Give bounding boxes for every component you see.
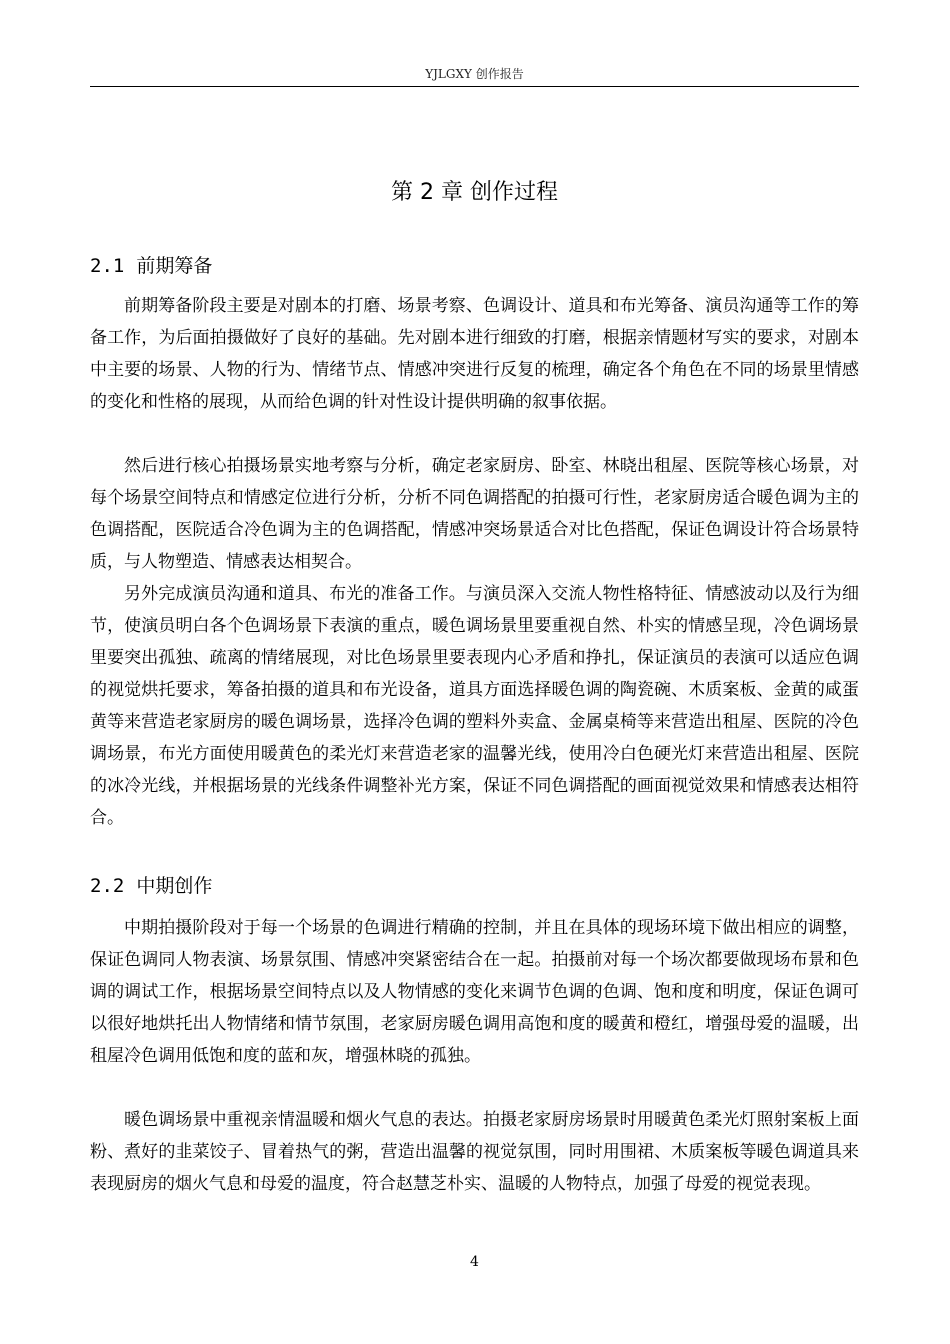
section-title: 前期筹备: [136, 255, 213, 277]
section-number: 2.2: [90, 875, 125, 897]
page-number: 4: [470, 1254, 479, 1270]
paragraph: 前期筹备阶段主要是对剧本的打磨、场景考察、色调设计、道具和布光筹备、演员沟通等工作的筹备工作，为后面拍摄做好了良好的基础。先对剧本进行细致的打磨，根据亲情题材写实的要求，对剧本中主要的场景、人物的行为、情绪节点、情感冲突进行反复的梳理，确定各个角色在不同的场景里情感的变化和性格的展现，从而给色调的针对性设计提供明确的叙事依据。: [90, 296, 859, 412]
section-number: 2.1: [90, 255, 125, 277]
paragraph: 中期拍摄阶段对于每一个场景的色调进行精确的控制，并且在具体的现场环境下做出相应的调整，保证色调同人物表演、场景氛围、情感冲突紧密结合在一起。拍摄前对每一个场次都要做现场布景和色调的调试工作，根据场景空间特点以及人物情感的变化来调节色调的色调、饱和度和明度，保证色调可以很好地烘托出人物情绪和情节氛围，老家厨房暖色调用高饱和度的暖黄和橙红，增强母爱的温暖，出租屋冷色调用低饱和度的蓝和灰，增强林晓的孤独。: [90, 918, 859, 1066]
section-heading-2-2: [90, 871, 212, 901]
paragraph: 另外完成演员沟通和道具、布光的准备工作。与演员深入交流人物性格特征、情感波动以及行为细节，使演员明白各个色调场景下表演的重点，暖色调场景里要重视自然、朴实的情感呈现，冷色调场景里要突出孤独、疏离的情绪展现，对比色场景里要表现内心矛盾和挣扎，保证演员的表演可以适应色调的视觉烘托要求，筹备拍摄的道具和布光设备，道具方面选择暖色调的陶瓷碗、木质案板、金黄的咸蛋黄等来营造老家厨房的暖色调场景，选择冷色调的塑料外卖盒、金属桌椅等来营造出租屋、医院的冷色调场景，布光方面使用暖黄色的柔光灯来营造老家的温馨光线，使用冷白色硬光灯来营造出租屋、医院的冰冷光线，并根据场景的光线条件调整补光方案，保证不同色调搭配的画面视觉效果和情感表达相符合。: [90, 584, 859, 828]
section-heading-2-1: [90, 251, 212, 281]
section-title: 中期创作: [136, 875, 213, 897]
running-header: YJLGXY 创作报告: [425, 67, 524, 81]
paragraph: 然后进行核心拍摄场景实地考察与分析，确定老家厨房、卧室、林晓出租屋、医院等核心场景，对每个场景空间特点和情感定位进行分析，分析不同色调搭配的拍摄可行性，老家厨房适合暖色调为主的色调搭配，医院适合冷色调为主的色调搭配，情感冲突场景适合对比色搭配，保证色调设计符合场景特质，与人物塑造、情感表达相契合。: [90, 456, 859, 572]
paragraph: 暖色调场景中重视亲情温暖和烟火气息的表达。拍摄老家厨房场景时用暖黄色柔光灯照射案板上面粉、煮好的韭菜饺子、冒着热气的粥，营造出温馨的视觉氛围，同时用围裙、木质案板等暖色调道具来表现厨房的烟火气息和母爱的温度，符合赵慧芝朴实、温暖的人物特点，加强了母爱的视觉表现。: [90, 1110, 859, 1194]
header-divider: [90, 86, 859, 87]
chapter-title: 第 2 章 创作过程: [391, 180, 558, 205]
